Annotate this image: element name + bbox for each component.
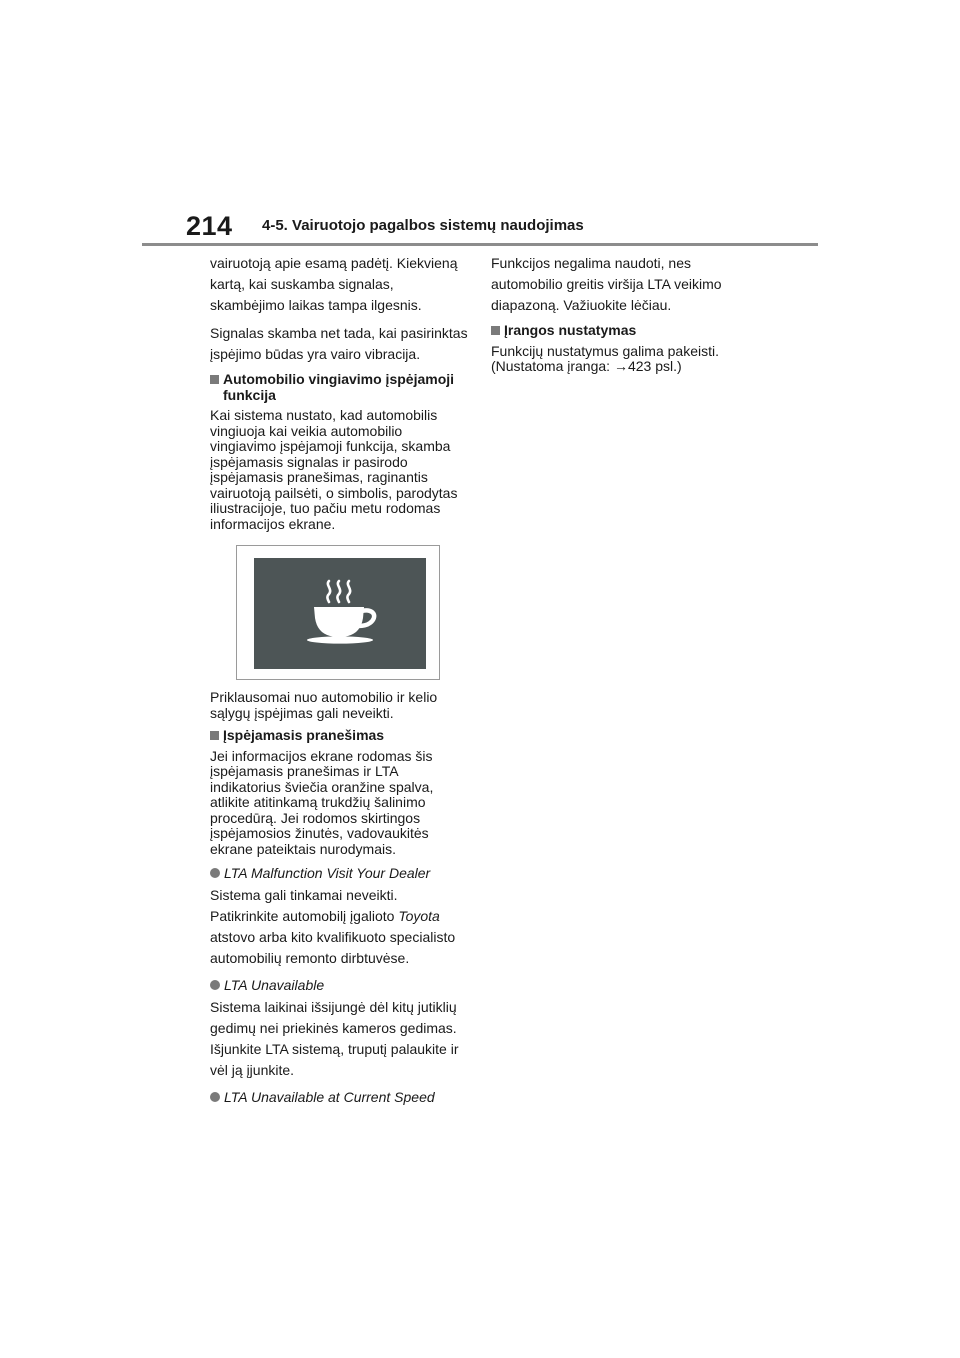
paragraph: Priklausomai nuo automobilio ir kelio sąlygų įspėjimas gali neveikti.: [210, 689, 438, 721]
subsection-heading: [210, 728, 468, 744]
brand-name: Toyota: [398, 908, 440, 924]
heading-text: Automobilio vingiavimo įspėjamoji funkcija: [223, 371, 455, 403]
circle-bullet-icon: [210, 868, 220, 878]
text-run: Funkcijų nustatymus galima pakeisti. (Nustatoma įranga:: [491, 342, 719, 374]
paragraph: Kai sistema nustato, kad automobilis vingiuoja kai veikia automobilio vingiavimo įspėjamoji funkcija, skamba įspėjamasis signalas ir pasirodo įspėjamasis pranešimas, raginantis vairuotoją pailsėti, o simbolis, parodytas iliustracijoje, tuo pačiu metu rodomas informacijos ekrane.: [210, 407, 458, 532]
right-column: [491, 253, 749, 375]
subsection-heading: [210, 372, 468, 403]
page-reference[interactable]: 423 psl.): [627, 358, 682, 374]
message-text: LTA Malfunction Visit Your Dealer: [224, 865, 431, 881]
message-item: [210, 864, 468, 882]
heading-text: Įrangos nustatymas: [504, 322, 637, 338]
text-run: atstovo arba kito kvalifikuoto specialisto automobilių remonto dirbtuvėse.: [210, 929, 456, 966]
drowsiness-illustration: [236, 545, 440, 680]
paragraph: Signalas skamba net tada, kai pasirinktas įspėjimo būdas yra vairo vibracija.: [210, 325, 468, 362]
paragraph: vairuotoją apie esamą padėtį. Kiekvieną kartą, kai suskamba signalas, skambėjimo laikas tampa ilgesnis.: [210, 255, 458, 313]
circle-bullet-icon: [210, 980, 220, 990]
square-bullet-icon: [491, 326, 500, 335]
page-reference-arrow: →: [613, 358, 628, 374]
paragraph: [491, 344, 749, 375]
left-column: [210, 253, 468, 1109]
message-item: [210, 1088, 468, 1106]
section-title: 4-5. Vairuotojo pagalbos sistemų naudojimas: [262, 217, 584, 234]
page-number: 214: [186, 211, 233, 241]
paragraph: Jei informacijos ekrane rodomas šis įspėjamasis pranešimas ir LTA indikatorius šviečia oranžine spalva, atlikite atitinkamą trukdžių šalinimo procedūrą. Jei rodomos skirtingos įspėjamosios žinutės, vadovaukitės ekrane pateiktais nurodymais.: [210, 747, 434, 857]
square-bullet-icon: [210, 375, 219, 384]
text-run: Sistema gali tinkamai neveikti. Patikrinkite automobilį įgalioto: [210, 887, 399, 924]
message-item: [210, 976, 468, 994]
paragraph: Funkcijos negalima naudoti, nes automobilio greitis viršija LTA veikimo diapazoną. Važiuokite lėčiau.: [491, 255, 722, 313]
message-text: LTA Unavailable at Current Speed: [224, 1089, 435, 1105]
message-text: LTA Unavailable: [224, 977, 325, 993]
circle-bullet-icon: [210, 1092, 220, 1102]
paragraph: Sistema laikinai išsijungė dėl kitų jutiklių gedimų nei priekinės kameros gedimas. Išjunkite LTA sistemą, truputį palaukite ir vėl ją įjunkite.: [210, 999, 459, 1078]
heading-text: Įspėjamasis pranešimas: [223, 727, 385, 743]
page-header: [0, 0, 960, 250]
header-divider: [142, 243, 818, 246]
square-bullet-icon: [210, 731, 219, 740]
subsection-heading: [491, 323, 749, 339]
paragraph: [210, 885, 468, 969]
coffee-cup-icon: [237, 546, 441, 681]
